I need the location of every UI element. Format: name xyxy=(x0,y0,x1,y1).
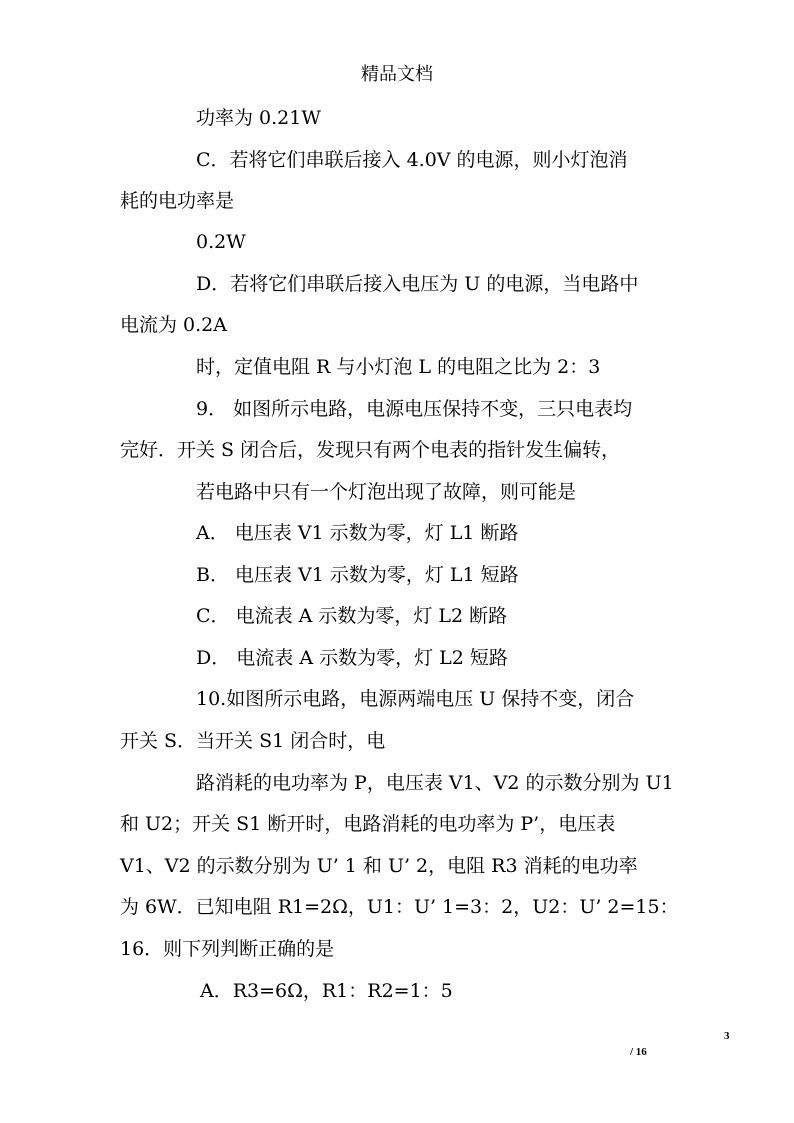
question-10-stem: 10.如图所示电路，电源两端电压 U 保持不变，闭合 xyxy=(196,688,635,710)
text-line: D．若将它们串联后接入电压为 U 的电源，当电路中 xyxy=(196,273,639,295)
text-line: 16．则下列判断正确的是 xyxy=(120,938,335,960)
text-line: 完好．开关 S 闭合后，发现只有两个电表的指针发生偏转， xyxy=(120,439,621,461)
text-line: 为 6W．已知电阻 R1=2Ω，U1：U’ 1=3：2，U2：U’ 2=15： xyxy=(120,896,679,918)
option-c: C． 电流表 A 示数为零，灯 L2 断路 xyxy=(196,605,508,627)
option-a: A．R3=6Ω，R1：R2=1：5 xyxy=(200,980,453,1002)
text-line: 0.2W xyxy=(196,231,246,253)
text-line: 电流为 0.2A xyxy=(120,314,227,336)
text-line: 耗的电功率是 xyxy=(120,190,235,212)
text-line: 和 U2；开关 S1 断开时，电路消耗的电功率为 P’，电压表 xyxy=(120,813,616,835)
text-line: C．若将它们串联后接入 4.0V 的电源，则小灯泡消 xyxy=(196,149,628,171)
text-line: 路消耗的电功率为 P，电压表 V1、V2 的示数分别为 U1 xyxy=(196,772,674,794)
page-total: / 16 xyxy=(630,1046,647,1058)
page-number: 3 xyxy=(724,1030,730,1042)
option-a: A． 电压表 V1 示数为零，灯 L1 断路 xyxy=(196,522,519,544)
question-9-stem: 9． 如图所示电路，电源电压保持不变，三只电表均 xyxy=(196,398,633,420)
text-line: 时，定值电阻 R 与小灯泡 L 的电阻之比为 2：3 xyxy=(196,356,601,378)
text-line: V1、V2 的示数分别为 U’ 1 和 U’ 2，电阻 R3 消耗的电功率 xyxy=(120,855,638,877)
text-line: 若电路中只有一个灯泡出现了故障，则可能是 xyxy=(196,481,577,503)
option-d: D． 电流表 A 示数为零，灯 L2 短路 xyxy=(196,647,508,669)
option-b: B． 电压表 V1 示数为零，灯 L1 短路 xyxy=(196,564,519,586)
text-line: 功率为 0.21W xyxy=(196,107,321,129)
page-header-title: 精品文档 xyxy=(361,64,433,85)
text-line: 开关 S．当开关 S1 闭合时，电 xyxy=(120,730,386,752)
